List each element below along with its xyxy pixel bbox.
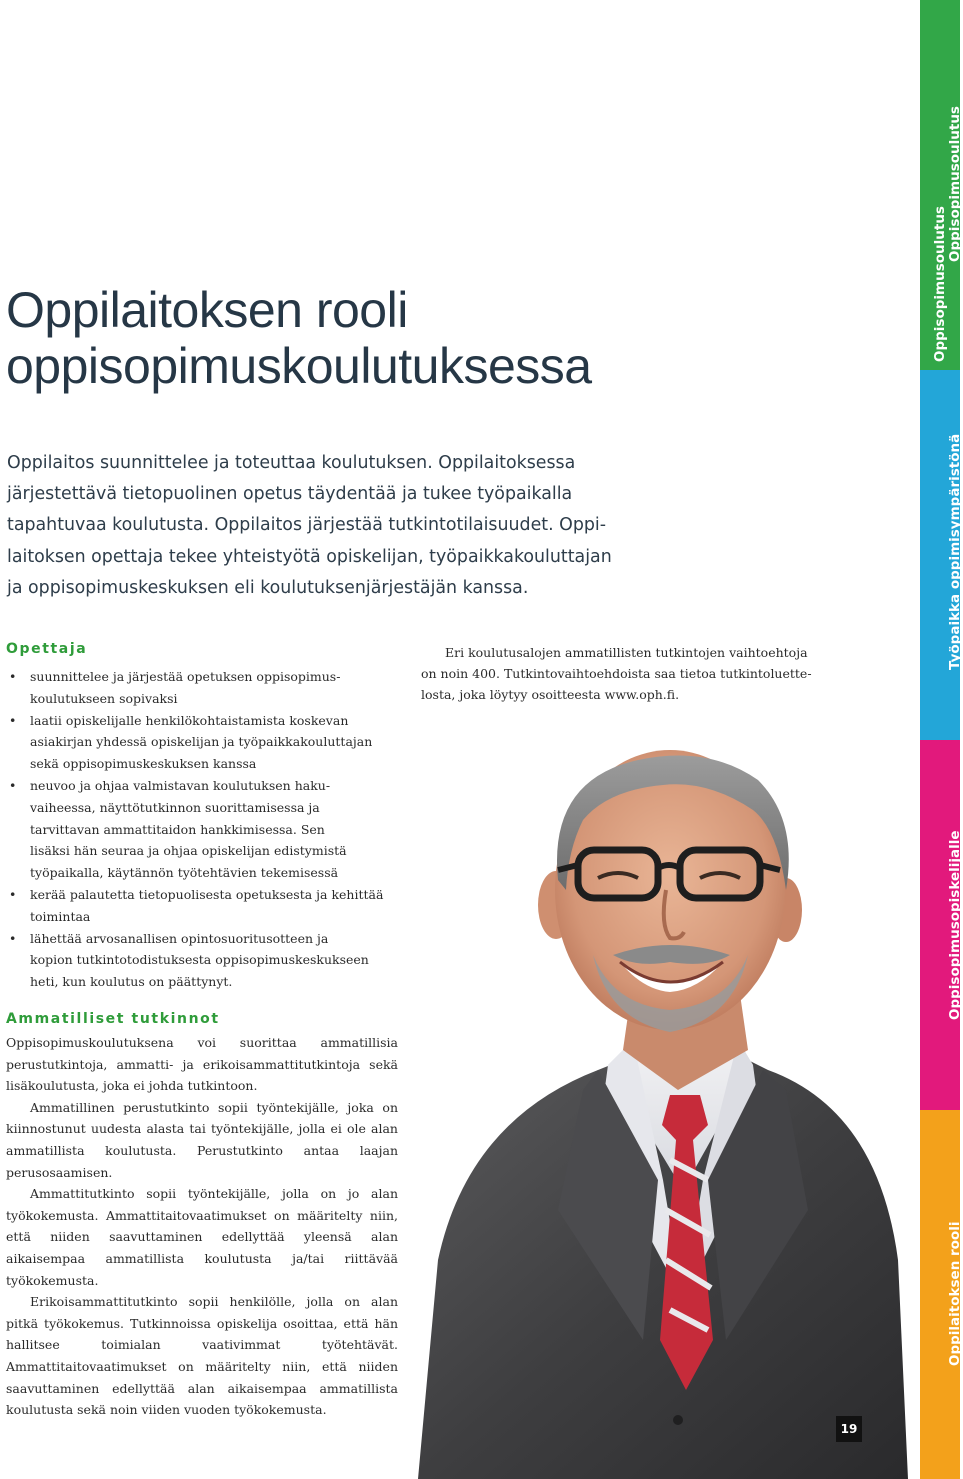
bullet-icon: • [9, 712, 17, 728]
list-item-line: laatii opiskelijalle henkilökohtaistamista koskevan [30, 712, 349, 728]
body-paragraph: Erikoisammattitutkinto sopii henkilölle, jolla on alan pitkä työkokemus. Tutkinnoissa opiskelija osoittaa, että hän hallitsee toimialan vaativimmat työtehtävät. Ammattitaitovaatimukset on määritelty niin, että niiden saavuttaminen edellyttää alan aikaisempaa ammatillista koulutusta sekä noin viiden vuoden työkokemusta. [6, 1294, 398, 1418]
opettaja-heading: Opettaja [6, 641, 88, 657]
bullet-icon: • [9, 886, 17, 902]
opettaja-list [6, 666, 406, 993]
list-item-line: vaiheessa, näyttötutkinnon suorittamisessa ja [30, 799, 320, 815]
side-note-line: losta, joka löytyy osoitteesta www.oph.fi. [421, 686, 680, 702]
list-item-line: heti, kun koulutus on päättynyt. [30, 974, 233, 990]
tab-label-wrap-1 [920, 0, 963, 370]
portrait-photo [408, 740, 908, 1479]
page-title [6, 282, 846, 394]
lead-line: järjestettävä tietopuolinen opetus täydentää ja tukee työpaikalla [7, 484, 573, 505]
side-note-line: Eri koulutusalojen ammatillisten tutkintojen vaihtoehtoja [445, 645, 808, 660]
lead-line: ja oppisopimuskeskuksen eli koulutuksenjärjestäjän kanssa. [7, 577, 529, 598]
tab-label-wrap-2 [920, 370, 963, 740]
body-paragraph: Ammattitutkinto sopii työntekijälle, jolla on jo alan työkokemusta. Ammattitaitovaatimukset on määritelty niin, että niiden saavuttaminen edellyttää yleensä alan aikaisempaa ammatillista koulutusta ja/tai riittävää työkokemusta. [6, 1186, 398, 1288]
list-item-line: sekä oppisopimuskeskuksen kanssa [30, 756, 257, 772]
side-note [421, 643, 821, 705]
list-item-line: kerää palautetta tietopuolisesta opetuksesta ja kehittää [30, 886, 384, 902]
ammatilliset-heading: Ammatilliset tutkinnot [6, 1011, 220, 1027]
list-item [6, 775, 406, 884]
bullet-icon: • [9, 777, 17, 793]
tab-label-4: Oppilaitoksen rooli [947, 1221, 963, 1366]
list-item-line: asiakirjan yhdessä opiskelijan ja työpaikkakouluttajan [30, 734, 373, 750]
lead-paragraph [7, 448, 627, 604]
page-number: 19 [836, 1416, 862, 1442]
tab-label-1: Oppisopimusoulutus [947, 106, 963, 262]
body-paragraph: Oppisopimuskoulutuksena voi suorittaa ammatillisia perustutkintoja, ammatti- ja erikoisammattitutkintoja sekä lisäkoulutusta, joka ei johda tutkintoon. [6, 1035, 398, 1094]
list-item [6, 710, 406, 775]
list-item [6, 928, 406, 993]
tab-label-3: Oppisopimusopiskelijalle [947, 830, 963, 1020]
tab-label-wrap-4 [920, 1110, 963, 1479]
lead-line: laitoksen opettaja tekee yhteistyötä opiskelijan, työpaikkakouluttajan [7, 546, 612, 567]
list-item-line: neuvoo ja ohjaa valmistavan koulutuksen haku- [30, 777, 331, 793]
list-item [6, 666, 406, 710]
side-note-line: on noin 400. Tutkintovaihtoehdoista saa tietoa tutkintoluette- [421, 665, 812, 681]
list-item-line: kopion tutkintotodistuksesta oppisopimuskeskukseen [30, 952, 369, 968]
page-title-line-2: oppisopimuskoulutuksessa [6, 338, 592, 394]
list-item-line: lisäksi hän seuraa ja ohjaa opiskelijan edistymistä [30, 843, 347, 859]
bullet-icon: • [9, 669, 17, 684]
tab-label-2: Työpaikka oppimisympäristönä [947, 433, 963, 670]
list-item [6, 884, 406, 928]
list-item-line: työpaikalla, käytännön työtehtävien tekemisessä [30, 865, 339, 881]
list-item-line: tarvittavan ammattitaidon hankkimisessa. Sen [30, 821, 325, 837]
page-title-line-1: Oppilaitoksen rooli [6, 282, 408, 338]
list-item-line: lähettää arvosanallisen opintosuoritusotteen ja [30, 930, 329, 946]
list-item-line: toimintaa [30, 908, 91, 924]
list-item-line: suunnittelee ja järjestää opetuksen oppisopimus- [30, 669, 341, 684]
ammatilliset-body [6, 1032, 398, 1421]
bullet-icon: • [9, 930, 17, 946]
body-paragraph: Ammatillinen perustutkinto sopii työntekijälle, joka on kiinnostunut uudesta alasta tai työntekijälle, jolla ei ole alan ammatillista koulutusta. Perustutkinto antaa laajan perusosaamisen. [6, 1099, 398, 1180]
lead-line: tapahtuvaa koulutusta. Oppilaitos järjestää tutkintotilaisuudet. Oppi- [7, 515, 607, 536]
tab-label-wrap-3 [920, 740, 963, 1110]
lead-line: Oppilaitos suunnittelee ja toteuttaa koulutuksen. Oppilaitoksessa [7, 453, 576, 473]
side-tab-label: Oppisopimusoulutus [932, 206, 948, 362]
list-item-line: koulutukseen sopivaksi [30, 690, 178, 706]
